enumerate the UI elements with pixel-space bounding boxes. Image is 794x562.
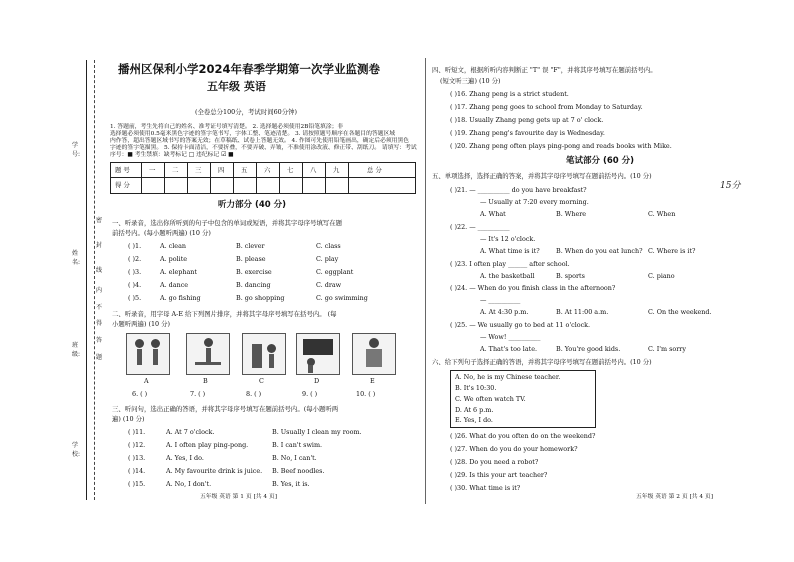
picture-b: [186, 333, 230, 375]
option-c: C. class: [316, 242, 341, 250]
mc-question[interactable]: ( )25. — We usually go to bed at 11 o'clock.: [450, 321, 591, 329]
option-c: C. go swimming: [316, 294, 368, 302]
picture-label: E: [370, 377, 375, 385]
binding-char: 得: [96, 320, 103, 327]
picture-label: D: [314, 377, 320, 385]
option-b: B. I can't swim.: [272, 441, 323, 449]
option-a: A. Yes, I do.: [166, 454, 204, 462]
option-b: B. Yes, it is.: [272, 480, 310, 488]
side-label: 学校:: [72, 442, 81, 458]
side-label: 姓名:: [72, 250, 81, 266]
tf-item[interactable]: ( )17. Zhang peng goes to school from Monday to Saturday.: [450, 103, 643, 111]
option-a: A. clean: [160, 242, 187, 250]
side-label: 学号:: [72, 142, 81, 158]
notice-line: 选择题必须使用0.5毫米黑色字迹的签字笔书写，字体工整、笔迹清楚。 3. 请按照题号顺序在各题目的答题区域: [110, 131, 396, 137]
table-header-cell: 九: [333, 166, 340, 174]
question-number[interactable]: ( )11.: [128, 428, 146, 436]
binding-char: 题: [96, 354, 103, 361]
school-label: [72, 440, 80, 458]
tf-item[interactable]: ( )18. Usually Zhang peng gets up at 7 o' clock.: [450, 116, 604, 124]
option-a: A. No, I don't.: [166, 480, 212, 488]
match-item[interactable]: ( )27. When do you do your homework?: [450, 445, 578, 453]
binding-char: 封: [96, 242, 103, 249]
option-item: B. It's 10:30.: [455, 384, 497, 392]
match-item[interactable]: ( )28. Do you need a robot?: [450, 458, 539, 466]
handwritten-score: 15分: [720, 181, 741, 191]
mc-question[interactable]: ( )22. — __________: [450, 223, 510, 231]
q1-instruction: 前括号内。(每小题听两遍) (10 分): [112, 229, 211, 237]
question-number[interactable]: ( )2.: [128, 255, 142, 263]
q1-instruction: 一、听录音，选出你所听到的句子中包含的单词或短语，并将其字母序号填写在题: [112, 219, 343, 227]
table-row-label: 得 分: [115, 181, 130, 189]
student-number-label: [72, 140, 80, 158]
score-table: [110, 162, 416, 194]
mc-sub: — It's 12 o'clock.: [480, 235, 536, 243]
table-header-cell: 四: [218, 166, 225, 174]
option-a: A. I often play ping-pong.: [166, 441, 249, 449]
option-a: A. At 4:30 p.m.: [480, 308, 529, 316]
q2-instruction: 小题听两遍) (10 分): [112, 320, 171, 328]
option-b: B. sports: [556, 272, 585, 280]
answer-blank[interactable]: 9. ( ): [302, 390, 318, 398]
picture-label: B: [203, 377, 208, 385]
match-item[interactable]: ( )26. What do you often do on the weekend?: [450, 432, 596, 440]
q6-instruction: 六、给下列句子选择正确的答语，并将其字母序号填写在题前括号内。(10 分): [432, 358, 652, 366]
question-number[interactable]: ( )4.: [128, 281, 142, 289]
option-b: B. You're good kids.: [556, 345, 621, 353]
option-a: A. What: [480, 210, 506, 218]
option-c: C. piano: [648, 272, 675, 280]
option-b: B. exercise: [236, 268, 272, 276]
exam-title: 播州区保利小学2024年春季学期第一次学业监测卷: [118, 62, 381, 76]
table-header-cell: 总 分: [367, 166, 382, 174]
question-number[interactable]: ( )14.: [128, 467, 146, 475]
table-header-cell: 六: [264, 166, 271, 174]
option-item: C. We often watch TV.: [455, 395, 526, 403]
picture-label: A: [144, 377, 149, 385]
binding-char: 密: [96, 217, 103, 224]
option-item: A. No, he is my Chinese teacher.: [455, 373, 561, 381]
option-a: A. At 7 o'clock.: [166, 428, 215, 436]
page-footer-left: 五年级 英语 第 1 页 [共 4 页]: [200, 494, 277, 500]
name-label: [72, 248, 80, 266]
binding-char: 不: [96, 304, 103, 311]
notice-line: 序号：■ 考生禁填：缺考标记 □ 违纪标记 ☑ ■: [110, 152, 234, 158]
table-header-cell: 二: [172, 166, 179, 174]
option-b: B. At 11:00 a.m.: [556, 308, 609, 316]
option-a: A. dance: [160, 281, 189, 289]
picture-label: C: [259, 377, 264, 385]
option-a: A. go fishing: [160, 294, 201, 302]
picture-e: [352, 333, 396, 375]
notice-line: 字迹的签字笔描黑。 5. 保持卡面清洁，不要折叠，不要弄破、弄皱，不准使用涂改液、修正带、刮纸刀。 请填写：考试: [110, 145, 417, 151]
table-header-cell: 七: [287, 166, 294, 174]
tf-item[interactable]: ( )19. Zhang peng's favourite day is Wednesday.: [450, 129, 605, 137]
question-number[interactable]: ( )5.: [128, 294, 142, 302]
option-item: E. Yes, I do.: [455, 416, 493, 424]
q3-instruction: 三、听问句，选出正确的答语，并将其字母序号填写在题前括号内。(每小题听两: [112, 405, 339, 413]
mc-question[interactable]: ( )23. I often play ______ after school.: [450, 260, 570, 268]
option-c: C. draw: [316, 281, 342, 289]
option-c: C. eggplant: [316, 268, 354, 276]
option-c: C. play: [316, 255, 339, 263]
mc-sub: — Wow! __________: [480, 333, 541, 341]
option-a: A. What time is it?: [480, 247, 540, 255]
picture-c: [242, 333, 286, 375]
option-a: A. That's too late.: [480, 345, 538, 353]
question-number[interactable]: ( )12.: [128, 441, 146, 449]
answer-blank[interactable]: 8. ( ): [246, 390, 262, 398]
option-a: A. My favourite drink is juice.: [166, 467, 263, 475]
class-label: [72, 340, 80, 358]
score-note: (全卷总分100分，考试时间60分钟): [195, 108, 298, 116]
table-header-cell: 一: [149, 166, 156, 174]
q2-instruction: 二、听录音，用字母 A-E 给下列图片排序，并将其字母序号填写在括号内。 (每: [112, 310, 337, 318]
binding-char: 答: [96, 337, 103, 344]
question-number[interactable]: ( )1.: [128, 242, 142, 250]
notice-line: 内作答，超出答题区域书写的答案无效；在草稿纸、试卷上答题无效。 4. 作图可先使用铅笔画出，确定后必须用黑色: [110, 138, 410, 144]
question-number[interactable]: ( )15.: [128, 480, 146, 488]
binding-char: 线: [96, 267, 103, 274]
option-c: C. Where is it?: [648, 247, 696, 255]
q4-instruction: (短文听三遍) (10 分): [440, 77, 501, 85]
option-b: B. Beef noodles.: [272, 467, 325, 475]
option-item: D. At 6 p.m.: [455, 406, 494, 414]
picture-d: [296, 333, 340, 375]
binding-char: 内: [96, 287, 103, 294]
mc-sub: — Usually at 7:20 every morning.: [480, 198, 589, 206]
answer-blank[interactable]: 6. ( ): [132, 390, 148, 398]
table-header-cell: 题 号: [115, 166, 130, 174]
notice-line: 1. 答题前，考生先将自己的姓名、准考证号填写清楚。 2. 选择题必须使用2B铅笔填涂；非: [110, 124, 344, 130]
option-b: B. dancing: [236, 281, 271, 289]
mc-question[interactable]: ( )21. — __________ do you have breakfast?: [450, 186, 587, 194]
side-label: 班级:: [72, 342, 81, 358]
option-a: A. the basketball: [480, 272, 535, 280]
table-header-cell: 三: [195, 166, 202, 174]
option-a: A. polite: [160, 255, 188, 263]
q3-instruction: 遍) (10 分): [112, 415, 145, 423]
option-b: B. go shopping: [236, 294, 285, 302]
answer-options-box: [450, 370, 596, 428]
written-heading: 笔试部分 (60 分): [566, 156, 635, 166]
match-item[interactable]: ( )29. Is this your art teacher?: [450, 471, 548, 479]
question-number[interactable]: ( )13.: [128, 454, 146, 462]
option-b: B. please: [236, 255, 266, 263]
option-a: A. elephant: [160, 268, 197, 276]
option-b: B. Where: [556, 210, 587, 218]
option-b: B. No, I can't.: [272, 454, 317, 462]
binding-line-solid: [86, 60, 87, 500]
q4-instruction: 四、听短文，根据所听内容判断正 "T" 误 "F"，并将其序号填写在题前括号内。: [432, 66, 657, 74]
table-header-cell: 八: [310, 166, 317, 174]
match-item[interactable]: ( )30. What time is it?: [450, 484, 521, 492]
q5-instruction: 五、单项选择，选择正确的答案，并将其字母序号填写在题前括号内。(10 分): [432, 172, 652, 180]
option-b: B. clever: [236, 242, 265, 250]
listening-heading: 听力部分 (40 分): [218, 200, 287, 210]
tf-item[interactable]: ( )16. Zhang peng is a strict student.: [450, 90, 569, 98]
picture-a: [126, 333, 170, 375]
option-c: C. When: [648, 210, 676, 218]
page-footer-right: 五年级 英语 第 2 页 [共 4 页]: [636, 494, 713, 500]
option-b: B. Usually I clean my room.: [272, 428, 362, 436]
question-number[interactable]: ( )3.: [128, 268, 142, 276]
option-c: C. On the weekend.: [648, 308, 712, 316]
page-divider: [425, 58, 426, 504]
tf-item[interactable]: ( )20. Zhang peng often plays ping-pong and reads books with Mike.: [450, 142, 672, 150]
exam-subtitle: 五年级 英语: [207, 80, 266, 93]
option-c: C. I'm sorry: [648, 345, 686, 353]
mc-question[interactable]: ( )24. — When do you finish class in the afternoon?: [450, 284, 616, 292]
answer-blank[interactable]: 7. ( ): [190, 390, 206, 398]
binding-line: [94, 60, 95, 500]
mc-sub: — __________: [480, 296, 521, 304]
answer-blank[interactable]: 10. ( ): [356, 390, 376, 398]
table-header-cell: 五: [241, 166, 248, 174]
option-b: B. When do you eat lunch?: [556, 247, 643, 255]
